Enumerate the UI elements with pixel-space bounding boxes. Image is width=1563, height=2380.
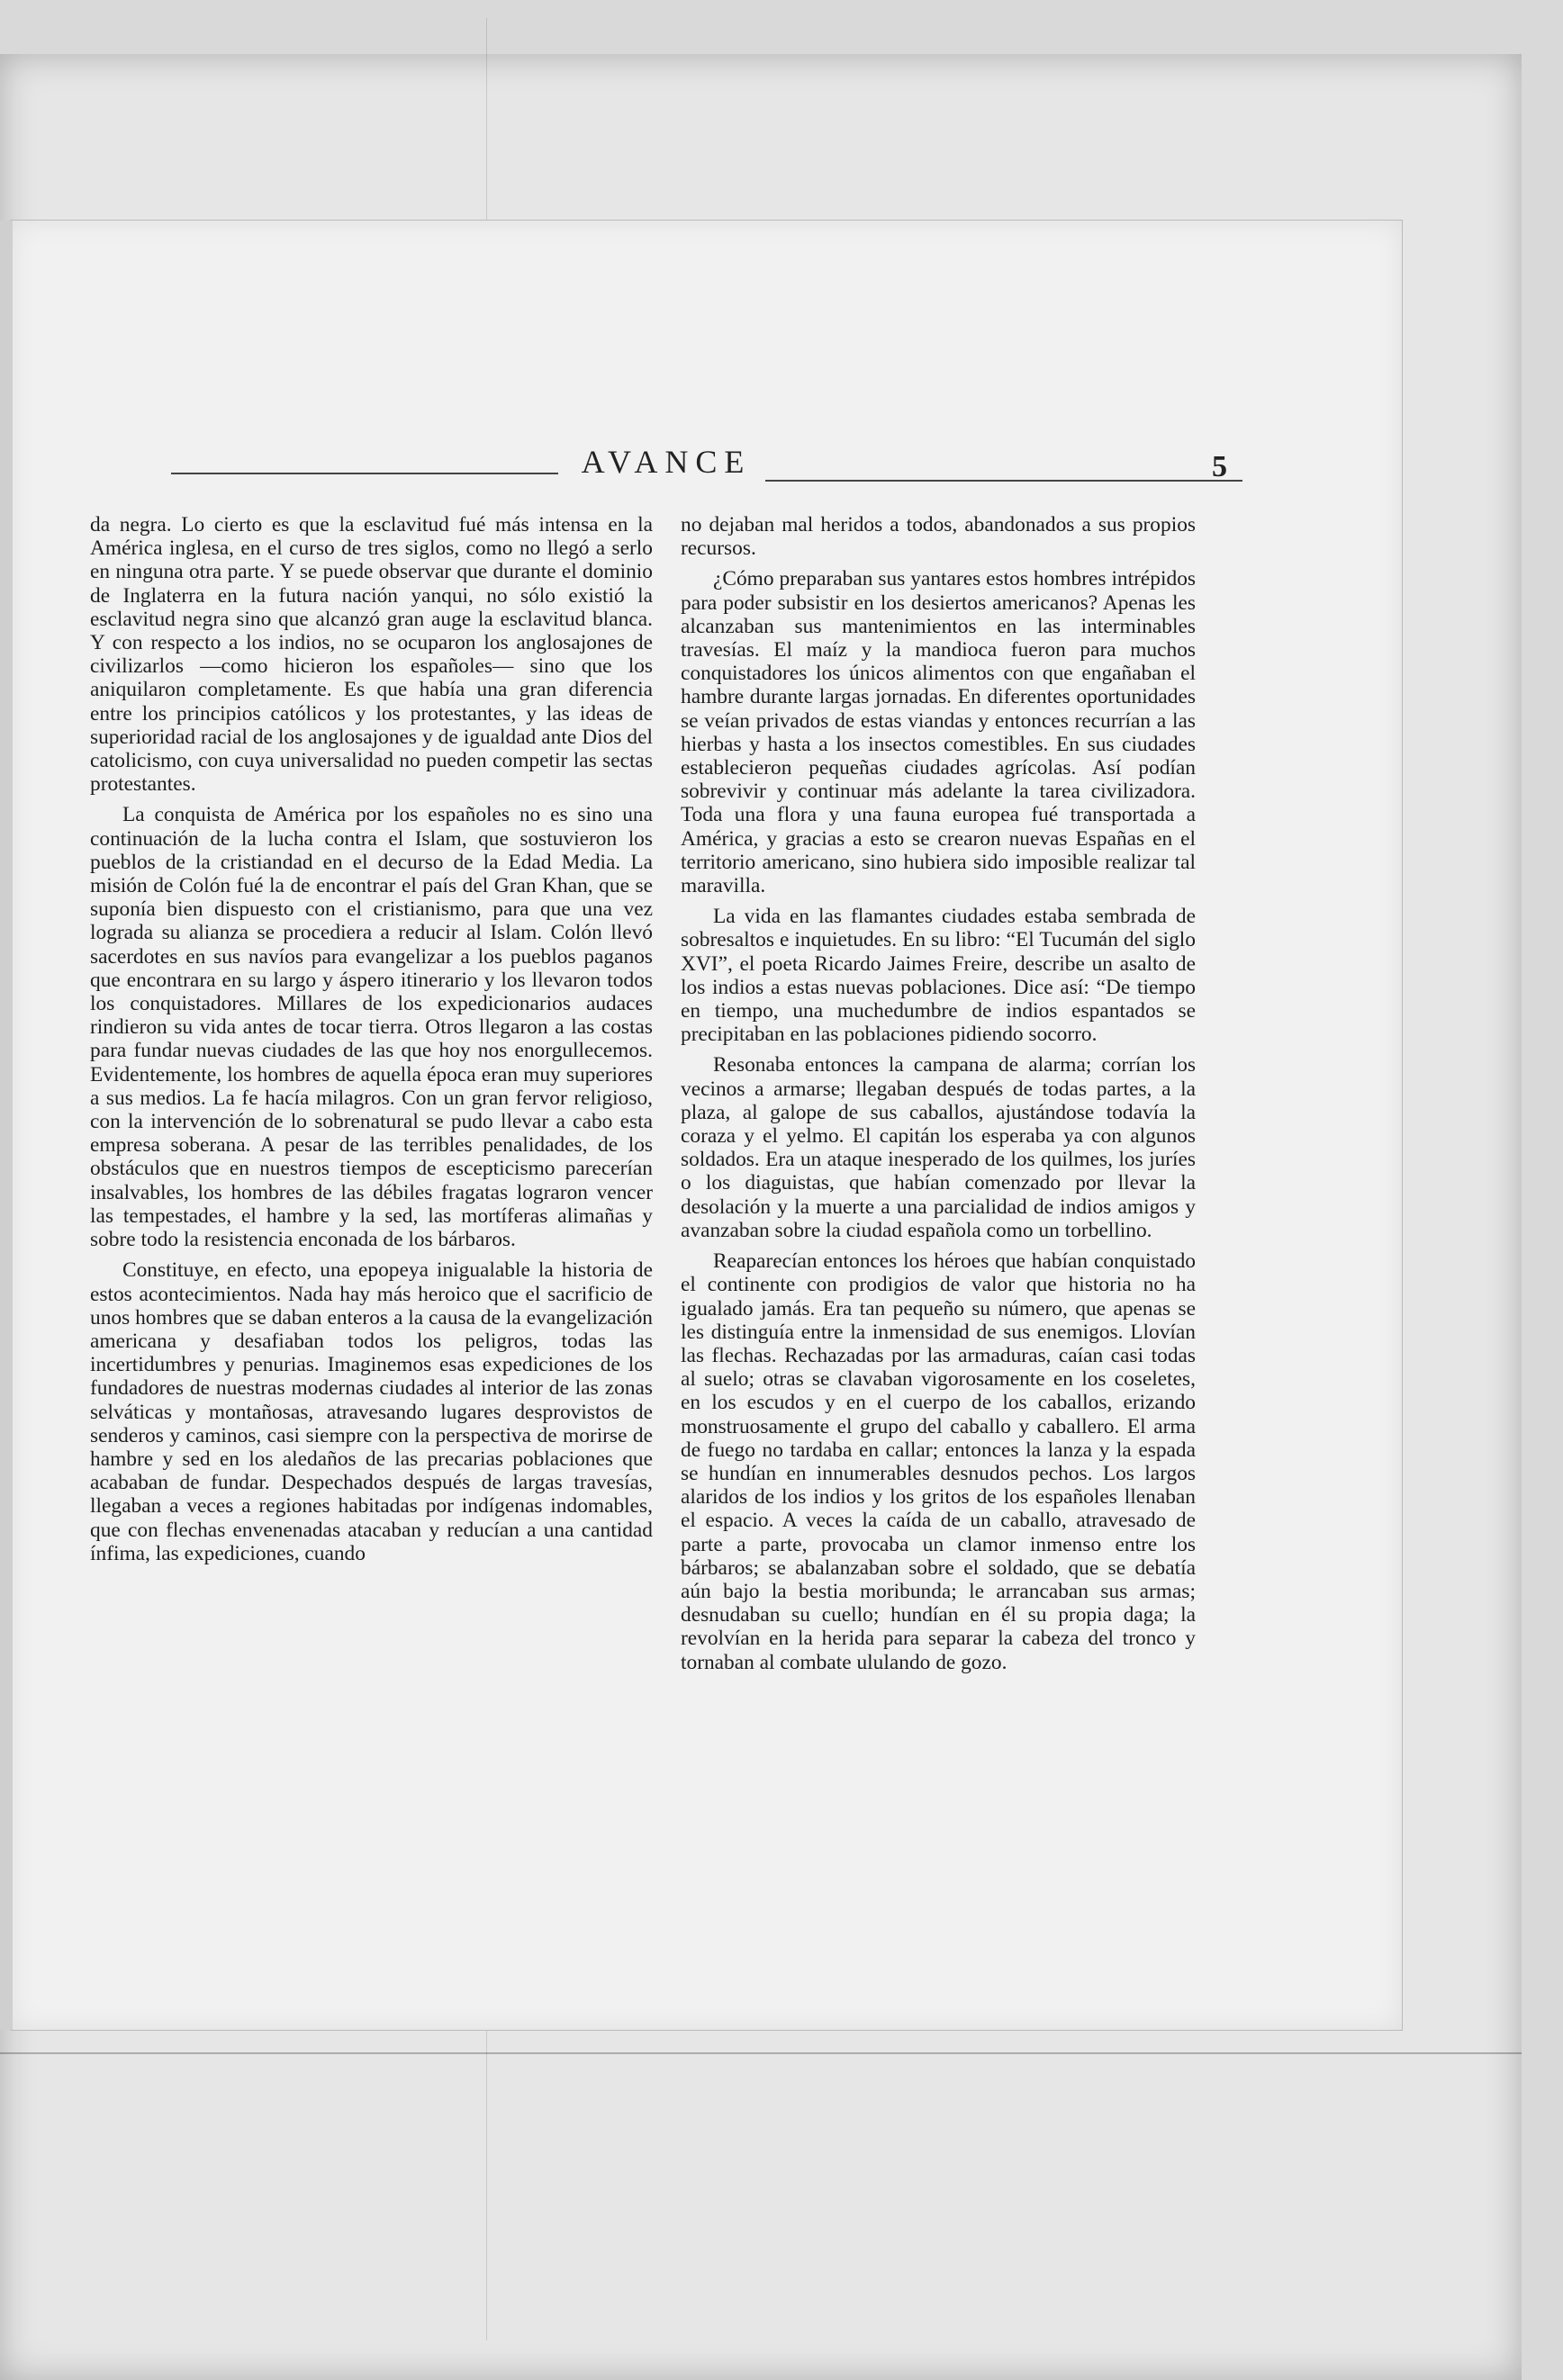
paragraph: La vida en las flamantes ciudades estaba sembrada de sobresaltos e inquietudes. En su libro: “El Tucumán del siglo XVI”, el poeta Ricardo Jaimes Freire, describe un asalto de los indios a estas nuevas poblaciones. Dice así: “De tiempo en tiempo, una muchedumbre de indios espantados se precipitaban en las poblaciones pidiendo socorro.	[681, 905, 1196, 1047]
paragraph: Constituye, en efecto, una epopeya inigualable la historia de estos acontecimientos. Nada hay más heroico que el sacrificio de unos hombres que se daban enteros a la causa de la evangelización americana y desafiaban todos los peligros, todas las incertidumbres y penurias. Imaginemos esas expediciones de los fundadores de nuestras modernas ciudades al interior de las zonas selváticas y montañosas, atravesando lugares desprovistos de senderos y caminos, casi siempre con la perspectiva de morirse de hambre y sed en los aledaños de las precarias poblaciones que acababan de fundar. Despechados después de largas travesías, llegaban a veces a regiones habitadas por indígenas indomables, que con flechas envenenadas atacaban y reducían a una cantidad ínfima, las expediciones, cuando	[90, 1258, 653, 1565]
running-head: AVANCE	[581, 444, 752, 480]
fold-line	[0, 2052, 1522, 2054]
paragraph: da negra. Lo cierto es que la esclavitud fué más intensa en la América inglesa, en el curso de tres siglos, como no llegó a serlo en ninguna otra parte. Y se puede observar que durante el dominio de Inglaterra en la futura nación yanqui, no sólo existió la esclavitud negra sino que alcanzó gran auge la esclavitud blanca. Y con respecto a los indios, no se ocuparon los anglosajones de civilizarlos —como hicieron los españoles— sino que los aniquilaron completamente. Es que había una gran diferencia entre los principios católicos y los protestantes, y las ideas de superioridad racial de los anglosajones y de igualdad ante Dios del catolicismo, con cuya universalidad no pueden competir las sectas protestantes.	[90, 513, 653, 797]
paragraph: Resonaba entonces la campana de alarma; corrían los vecinos a armarse; llegaban después de todas partes, a la plaza, al galope de sus caballos, ajustándose todavía la coraza y el yelmo. El capitán los esperaba ya con algunos soldados. Era un ataque inesperado de los quilmes, los juríes o los diaguistas, que habían comenzado por llevar la desolación y la muerte a una parcialidad de indios amigos y avanzaban sobre la ciudad española como un torbellino.	[681, 1053, 1196, 1242]
paragraph: La conquista de América por los españoles no es sino una continuación de la lucha contra el Islam, que sostuvieron los pueblos de la cristiandad en el decurso de la Edad Media. La misión de Colón fué la de encontrar el país del Gran Khan, que se suponía bien dispuesto con el cristianismo, para que una vez lograda su alianza se procediera a reducir al Islam. Colón llevó sacerdotes en sus navíos para evangelizar a los pueblos paganos que encontrara en su largo y áspero itinerario y los llevaron todos los conquistadores. Millares de los expedicionarios audaces rindieron su vida antes de tocar tierra. Otros llegaron a las costas para fundar nuevas ciudades de las que hoy nos enorgullecemos. Evidentemente, los hombres de aquella época eran muy superiores a sus medios. La fe hacía milagros. Con un gran fervor religioso, con la intervención de lo sobrenatural se pudo llevar a cabo esta empresa soberana. A pesar de las terribles penalidades, de los obstáculos que en nuestros tiempos de escepticismo parecerían insalvables, los hombres de las débiles fragatas lograron vencer las tempestades, el hambre y la sed, las mortíferas alimañas y sobre todo la resistencia enconada de los bárbaros.	[90, 803, 653, 1252]
left-column	[90, 513, 653, 1565]
paragraph: ¿Cómo preparaban sus yantares estos hombres intrépidos para poder subsistir en los desiertos americanos? Apenas les alcanzaban sus mantenimientos en las interminables travesías. El maíz y la mandioca fueron para muchos conquistadores los únicos alimentos con que engañaban el hambre durante largas jornadas. En diferentes oportunidades se veían privados de estas viandas y entonces recurrían a las hierbas y hasta a los insectos comestibles. En sus ciudades establecieron pequeñas ciudades agrícolas. Así podían sobrevivir y continuar más adelante la tarea civilizadora. Toda una flora y una fauna europea fué transportada a América, y gracias a esto se crearon nuevas Españas en el territorio americano, sino hubiera sido imposible realizar tal maravilla.	[681, 567, 1196, 898]
page-number: 5	[1212, 450, 1227, 483]
paragraph: no dejaban mal heridos a todos, abandonados a sus propios recursos.	[681, 513, 1196, 561]
header-rule	[765, 480, 1242, 482]
right-column	[681, 513, 1196, 1674]
page-edge	[0, 221, 13, 2030]
paragraph: Reaparecían entonces los héroes que habían conquistado el continente con prodigios de valor que historia no ha igualado jamás. Era tan pequeño su número, que apenas se les distinguía entre la inmensidad de sus enemigos. Llovían las flechas. Rechazadas por las armaduras, caían casi todas al suelo; otras se clavaban vigorosamente en los coseletes, en los escudos y en el cuerpo de los caballos, erizando monstruosamente el grupo del caballo y caballero. El arma de fuego no tardaba en callar; entonces la lanza y la espada se hundían en innumerables desnudos pechos. Los largos alaridos de los indios y los gritos de los españoles llenaban el espacio. A veces la caída de un caballo, atravesado de parte a parte, provocaba un clamor inmenso entre los bárbaros; se abalanzaban sobre el soldado, que se debatía aún bajo la bestia moribunda; le arrancaban sus armas; desnudaban su cuello; hundían en él su propia daga; la revolvían en la herida para separar la cabeza del tronco y tornaban al combate ululando de gozo.	[681, 1249, 1196, 1674]
header-rule	[171, 473, 558, 474]
